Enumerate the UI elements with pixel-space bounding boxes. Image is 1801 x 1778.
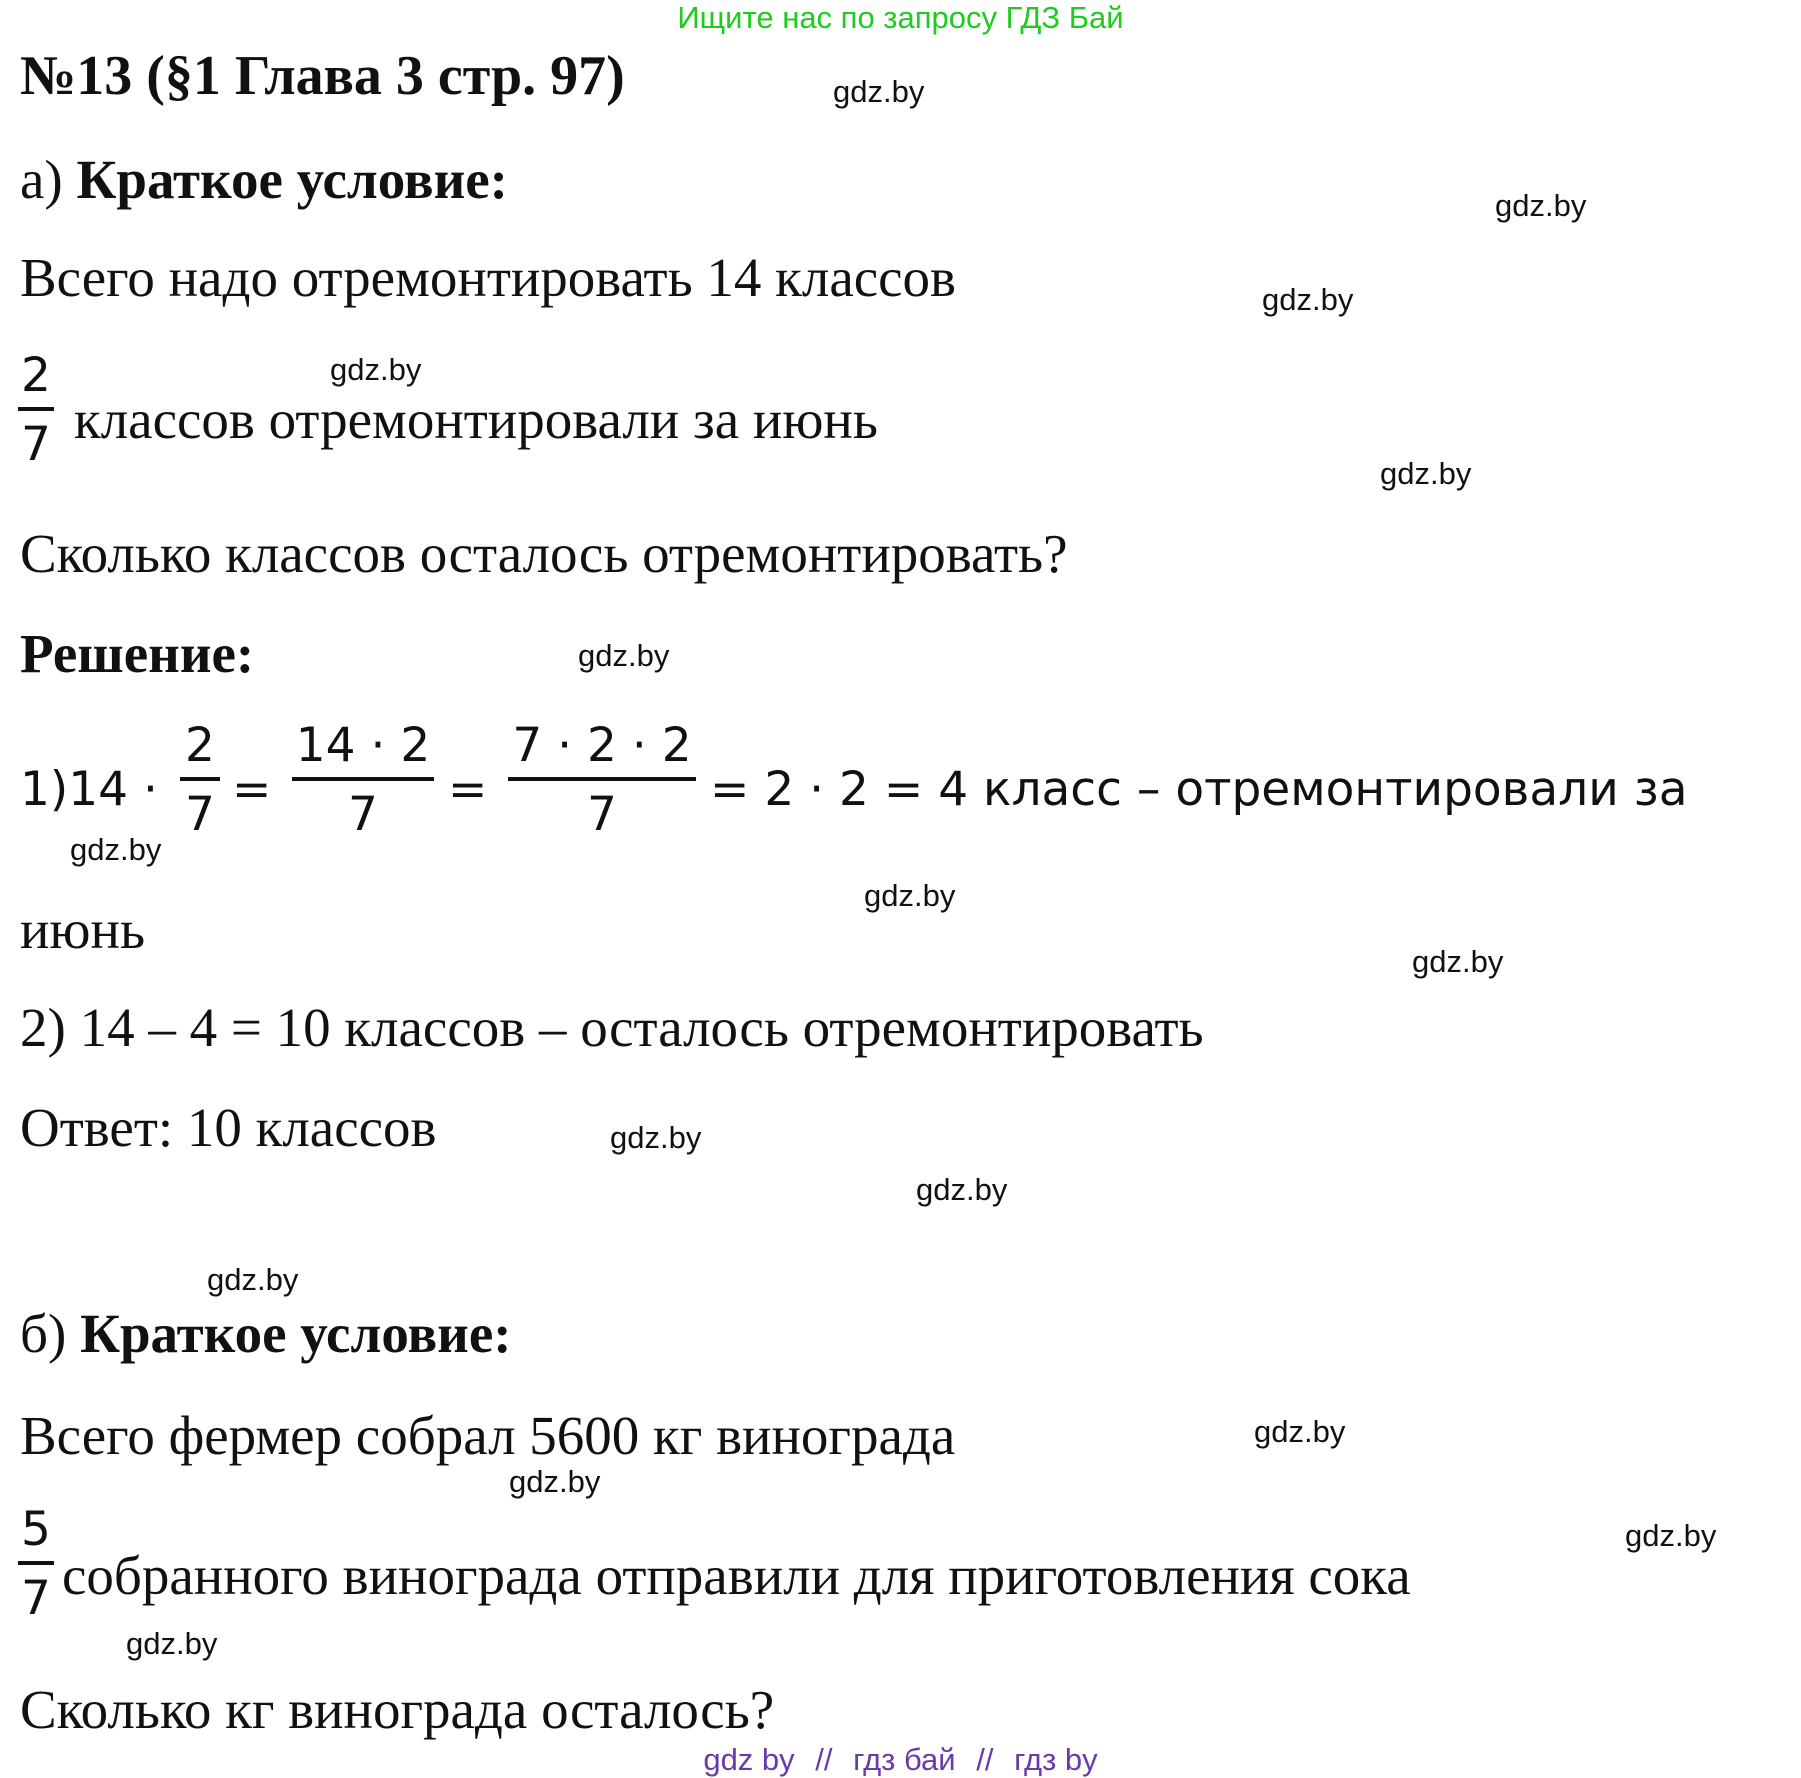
footer-link-gdz-by[interactable]: gdz by xyxy=(703,1742,795,1777)
part-a-fraction xyxy=(18,348,54,472)
part-a-question: Сколько классов осталось отремонтировать? xyxy=(20,523,1068,584)
answer: Ответ: 10 классов xyxy=(20,1097,437,1158)
part-a-line1: Всего надо отремонтировать 14 классов xyxy=(20,247,957,308)
part-b-heading xyxy=(20,1302,512,1365)
step1-factor: 14 · xyxy=(68,762,158,817)
step1-fraction-2-denominator: 7 xyxy=(348,787,378,842)
footer-separator: // xyxy=(815,1742,833,1777)
fraction-bar xyxy=(508,777,696,781)
part-b-fraction-denominator: 7 xyxy=(21,1571,51,1626)
watermark: gdz.by xyxy=(916,1172,1008,1207)
part-b-line1: Всего фермер собрал 5600 кг винограда xyxy=(20,1405,956,1466)
watermark: gdz.by xyxy=(833,74,925,109)
step1-equals-2: = xyxy=(448,762,488,817)
watermark: gdz.by xyxy=(1262,282,1354,317)
step1-fraction-1 xyxy=(180,718,220,842)
step1-result: = 2 · 2 = 4 класс – отремонтировали за xyxy=(710,762,1688,817)
fraction-bar xyxy=(18,1561,54,1565)
footer-link-gdz-by-cyr[interactable]: гдз by xyxy=(1014,1742,1098,1777)
watermark: gdz.by xyxy=(509,1464,601,1499)
fraction-bar xyxy=(180,777,220,781)
step1-fraction-1-numerator: 2 xyxy=(185,718,215,773)
watermark: gdz.by xyxy=(126,1626,218,1661)
step1-fraction-1-denominator: 7 xyxy=(185,787,215,842)
part-b-label: б) xyxy=(20,1303,67,1364)
part-a-fraction-numerator: 2 xyxy=(21,348,51,403)
part-a-heading-text: Краткое условие: xyxy=(76,149,508,210)
watermark: gdz.by xyxy=(330,352,422,387)
part-b-fraction xyxy=(18,1502,54,1626)
fraction-bar xyxy=(292,777,434,781)
watermark: gdz.by xyxy=(1495,188,1587,223)
footer-links xyxy=(0,1742,1801,1778)
step1-label xyxy=(20,762,158,817)
watermark: gdz.by xyxy=(1625,1518,1717,1553)
part-a-fraction-denominator: 7 xyxy=(21,417,51,472)
part-a-line2: классов отремонтировали за июнь xyxy=(74,389,878,450)
watermark: gdz.by xyxy=(610,1120,702,1155)
watermark: gdz.by xyxy=(578,638,670,673)
step1-fraction-3-denominator: 7 xyxy=(587,787,617,842)
step1-continuation: июнь xyxy=(20,899,146,960)
part-b-heading-text: Краткое условие: xyxy=(80,1303,512,1364)
step1-fraction-2 xyxy=(292,718,434,842)
search-banner: Ищите нас по запросу ГДЗ Бай xyxy=(677,0,1124,35)
watermark: gdz.by xyxy=(1254,1414,1346,1449)
step2: 2) 14 – 4 = 10 классов – осталось отремонтировать xyxy=(20,997,1204,1058)
footer-separator: // xyxy=(976,1742,994,1777)
part-b-line2: собранного винограда отправили для приготовления сока xyxy=(62,1545,1411,1606)
part-a-label: а) xyxy=(20,149,63,210)
step1-number: 1) xyxy=(20,762,69,817)
part-b-fraction-numerator: 5 xyxy=(21,1502,51,1557)
watermark: gdz.by xyxy=(1412,944,1504,979)
watermark: gdz.by xyxy=(207,1262,299,1297)
watermark: gdz.by xyxy=(1380,456,1472,491)
fraction-bar xyxy=(18,407,54,411)
step1-fraction-2-numerator: 14 · 2 xyxy=(295,718,431,773)
step1-equals-1: = xyxy=(232,762,272,817)
solution-heading: Решение: xyxy=(20,623,255,684)
footer-link-gdz-bai[interactable]: гдз бай xyxy=(853,1742,956,1777)
task-title: №13 (§1 Глава 3 стр. 97) xyxy=(20,45,625,107)
part-a-heading xyxy=(20,148,508,211)
watermark: gdz.by xyxy=(864,878,956,913)
watermark: gdz.by xyxy=(70,832,162,867)
part-b-question: Сколько кг винограда осталось? xyxy=(20,1679,775,1740)
step1-fraction-3-numerator: 7 · 2 · 2 xyxy=(512,718,692,773)
step1-fraction-3 xyxy=(508,718,696,842)
